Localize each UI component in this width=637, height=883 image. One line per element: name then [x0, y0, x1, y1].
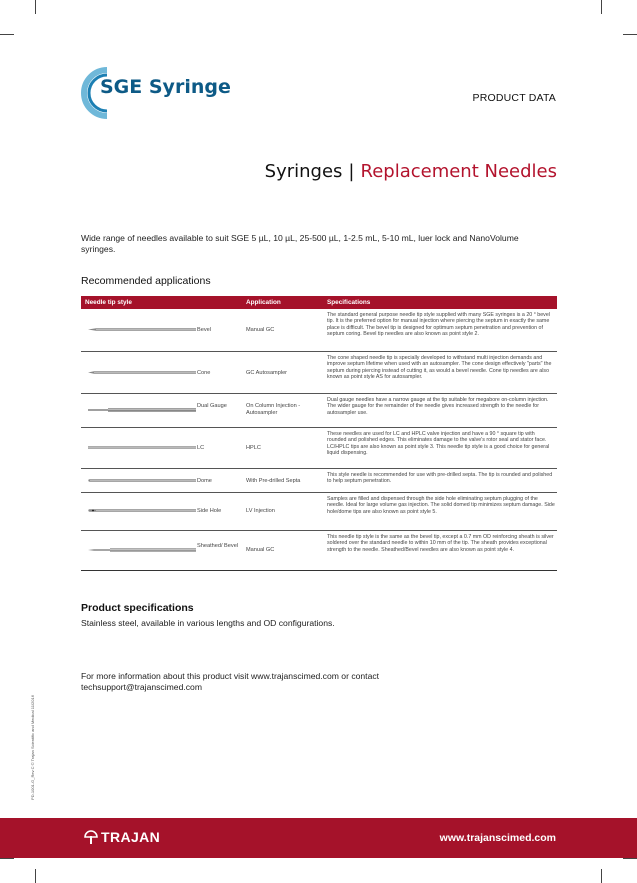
crop-mark	[0, 858, 14, 859]
table-row	[81, 493, 557, 531]
cone-needle-icon	[88, 371, 196, 374]
product-specifications-text: Stainless steel, available in various lengths and OD configurations.	[81, 618, 335, 628]
page-title	[265, 161, 557, 182]
needle-style: LC	[197, 445, 205, 451]
crop-mark	[35, 869, 36, 883]
product-data-label: PRODUCT DATA	[472, 92, 556, 104]
more-info-text: For more information about this product visit www.trajanscimed.com or contact techsupport@trajanscimed.com	[81, 671, 380, 692]
table-row	[81, 352, 557, 394]
dome-needle-icon	[88, 479, 196, 482]
applications-table	[81, 296, 557, 571]
bevel-needle-icon	[88, 328, 196, 331]
specification: Samples are filled and dispensed through the side hole eliminating septum plugging of the needle. Ideal for large volume gas injection. The solid domed tip minimizes septum damage. Side hole/dome tips are also known as point style 5.	[327, 496, 555, 515]
trajan-logo-icon	[84, 830, 98, 845]
table-row	[81, 531, 557, 571]
table-header	[81, 296, 557, 309]
table-row	[81, 428, 557, 469]
document-code: PD-1001-G_Rev C © Trajan Scientific and Medical 11/2016	[30, 695, 35, 800]
title-separator: |	[348, 161, 355, 182]
table-row	[81, 394, 557, 428]
footer-brand: TRAJAN	[101, 829, 161, 845]
specification: This needle tip style is the same as the bevel tip, except a 0.7 mm OD reinforcing sheath is silver soldered over the standard needle to within 10 mm of the tip. The sheath provides exceptional strength to the needle. Sheathed/Bevel needles are also known as point style 4.	[327, 534, 554, 553]
crop-mark	[623, 34, 637, 35]
crop-mark	[0, 34, 14, 35]
table-row	[81, 309, 557, 352]
lc-needle-icon	[88, 446, 196, 449]
dual-gauge-needle-icon	[88, 408, 196, 412]
crop-mark	[601, 0, 602, 14]
application: With Pre-drilled Septa	[246, 478, 301, 484]
application: LV Injection	[246, 508, 275, 514]
needle-style: Sheathed/ Bevel	[197, 543, 239, 549]
product-specifications-heading: Product specifications	[81, 602, 194, 614]
intro-paragraph: Wide range of needles available to suit SGE 5 µL, 10 µL, 25-500 µL, 1-2.5 mL, 5-10 mL, luer lock and NanoVolume syringes.	[81, 233, 519, 254]
side-hole-needle-icon	[88, 509, 196, 512]
needle-style: Cone	[197, 370, 211, 376]
specification: The standard general purpose needle tip style supplied with many SGE syringes is a 20 ° bevel tip. It is the preferred option for manual injection where piercing the septum in exactly the same place is difficult. The bevel tip is designed for optimum septum penetration and prevention of septum coring. Bevel tip needles are also known as point style 2.	[327, 312, 550, 338]
application: Manual GC	[246, 327, 275, 333]
title-main: Syringes	[264, 161, 343, 182]
specification: These needles are used for LC and HPLC valve injection and have a 90 ° square tip with rounded and polished edges. This eliminates damage to the valve's rotor seal and stator face. LC/HPLC tips are also known as point style 3. This needle tip style is a good choice for general liquid dispensing.	[327, 431, 550, 457]
crop-mark	[601, 869, 602, 883]
specification: This style needle is recommended for use with pre-drilled septa. The tip is rounded and polished to help septum penetration.	[327, 472, 553, 485]
needle-style: Dual Gauge	[197, 403, 227, 409]
footer-url[interactable]: www.trajanscimed.com	[439, 832, 556, 844]
column-header: Needle tip style	[85, 299, 132, 306]
title-sub: Replacement Needles	[360, 161, 557, 182]
specification: Dual gauge needles have a narrow gauge at the tip suitable for megabore on-column injection. The wider gauge for the remainder of the needle gives increased strength to the needle for autosampler use.	[327, 397, 549, 416]
application: Manual GC	[246, 547, 275, 553]
needle-style: Side Hole	[197, 508, 222, 514]
needle-style: Bevel	[197, 327, 211, 333]
footer-bar	[0, 818, 637, 858]
specification: The cone shaped needle tip is specially developed to withstand multi injection demands and improve septum lifetime when used with an autosampler. The cone design effectively "parts" the septum during piercing instead of cutting it, as would a bevel needle. Cone tip needles are also known as point style AS for autosampler.	[327, 355, 552, 381]
column-header: Specifications	[327, 299, 371, 306]
application: HPLC	[246, 445, 261, 451]
crop-mark	[623, 858, 637, 859]
needle-style: Dome	[197, 478, 212, 484]
applications-heading: Recommended applications	[81, 275, 211, 287]
table-row	[81, 469, 557, 493]
sheathed-bevel-needle-icon	[88, 548, 196, 552]
column-header: Application	[246, 299, 281, 306]
application: GC Autosampler	[246, 370, 288, 376]
application: On Column Injection - Autosampler	[246, 403, 301, 416]
brand-label: SGE Syringe	[100, 76, 231, 98]
crop-mark	[35, 0, 36, 14]
